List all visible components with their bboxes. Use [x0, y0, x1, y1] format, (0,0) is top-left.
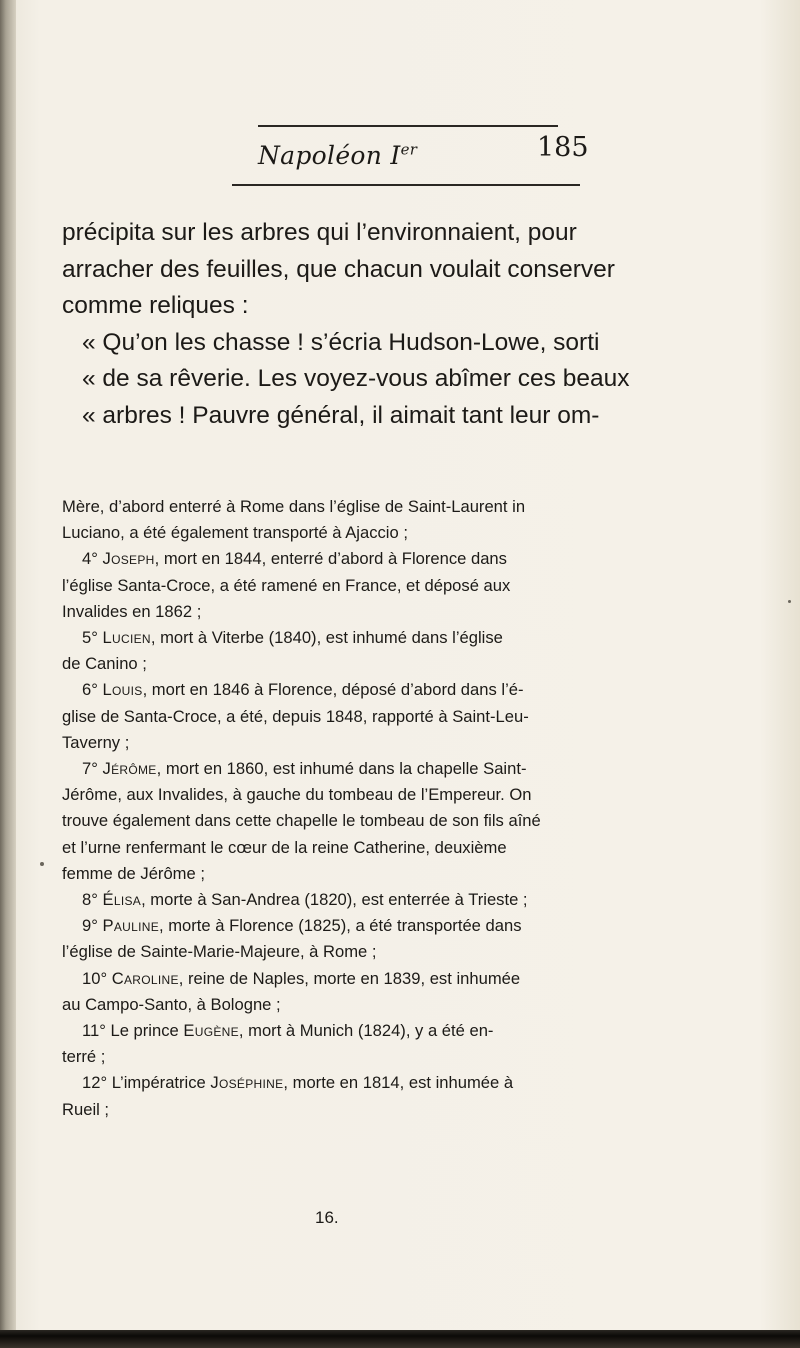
- main-text: [62, 215, 630, 434]
- footnote-line: [62, 1070, 592, 1096]
- footnote-text: , mort à Munich (1824), y a été en-: [238, 1021, 494, 1041]
- footnote-line: [62, 730, 592, 756]
- footnote-text: l’église Santa-Croce, a été ramené en France, et déposé aux: [62, 575, 511, 595]
- footnote-number: 7°: [82, 759, 103, 779]
- footnote-name: Jérôme: [102, 759, 157, 779]
- footnote-text: , mort en 1860, est inhumé dans la chapelle Saint-: [156, 759, 527, 779]
- footnote-line: [62, 625, 592, 651]
- footnote-number: 4°: [82, 549, 103, 569]
- footnote-line: [62, 573, 592, 599]
- footnote-text: trouve également dans cette chapelle le tombeau de son fils aîné: [62, 811, 541, 831]
- footnote-text: , reine de Naples, morte en 1839, est inhumée: [178, 968, 521, 988]
- footnote-name: Eugène: [183, 1021, 239, 1041]
- footnote-text: et l’urne renfermant le cœur de la reine Catherine, deuxième: [62, 837, 507, 857]
- footnote-line: [62, 1018, 592, 1044]
- footnote-line: [62, 756, 592, 782]
- signature-mark: 16.: [315, 1208, 339, 1227]
- footnote-line: [62, 835, 592, 861]
- footnote-text: l’église de Sainte-Marie-Majeure, à Rome ;: [62, 942, 377, 962]
- footnote-line: [62, 861, 592, 887]
- footnote-line: [62, 939, 592, 965]
- footnotes: [62, 494, 592, 1123]
- footnote-text: Mère, d’abord enterré à Rome dans l’église de Saint-Laurent in: [62, 497, 526, 516]
- main-line: « arbres ! Pauvre général, il aimait tant leur om-: [82, 401, 600, 429]
- footnote-text: femme de Jérôme ;: [62, 863, 205, 883]
- main-line: précipita sur les arbres qui l’environnaient, pour: [62, 219, 577, 246]
- footnote-number: 10°: [82, 968, 112, 988]
- footnote-text: , morte à Florence (1825), a été transportée dans: [159, 916, 522, 936]
- footnote-text: Jérôme, aux Invalides, à gauche du tombeau de l’Empereur. On: [62, 785, 532, 805]
- footnote-name: Élisa: [102, 890, 142, 910]
- paper-speck: [40, 862, 44, 866]
- footnote-line: [62, 677, 592, 703]
- main-line: arracher des feuilles, que chacun voulait conserver: [62, 255, 615, 283]
- footnote-number: 9°: [82, 916, 103, 936]
- footnote-text: , morte en 1814, est inhumée à: [283, 1073, 514, 1093]
- footnote-line: [62, 651, 592, 677]
- footnote-name: Lucien: [102, 628, 151, 648]
- footnote-text: , morte à San-Andrea (1820), est enterrée à Trieste ;: [141, 890, 528, 910]
- page-number: 185: [537, 132, 589, 163]
- footnote-line: [62, 520, 592, 546]
- footnote-line: [62, 992, 592, 1018]
- main-line: comme reliques :: [62, 292, 249, 319]
- footnote-line: [62, 782, 592, 808]
- footnote-number: 6°: [82, 680, 103, 700]
- footnote-text: terré ;: [62, 1047, 106, 1067]
- footnote-line: [62, 494, 592, 520]
- footnote-line: [62, 704, 592, 730]
- footnote-line: [62, 1097, 592, 1123]
- footnote-text: , mort à Viterbe (1840), est inhumé dans l’église: [150, 628, 503, 648]
- header-rule-bottom: [232, 184, 580, 186]
- footnote-name: Joseph: [102, 549, 155, 569]
- page-binding-edge: [0, 0, 16, 1348]
- running-head: [258, 141, 417, 171]
- running-head-title: Napoléon I: [258, 141, 401, 170]
- footnote-line: [62, 546, 592, 572]
- footnote-line: [62, 913, 592, 939]
- footnote-number: 11° Le prince: [82, 1021, 184, 1041]
- footnote-text: Taverny ;: [62, 732, 130, 752]
- main-line: « de sa rêverie. Les voyez-vous abîmer ces beaux: [82, 365, 630, 392]
- footnote-name: Caroline: [111, 968, 179, 988]
- running-head-superscript: er: [400, 140, 418, 159]
- footnote-text: glise de Santa-Croce, a été, depuis 1848, rapporté à Saint-Leu-: [62, 706, 529, 726]
- footnote-text: , mort en 1844, enterré d’abord à Florence dans: [154, 549, 507, 569]
- paper-speck: [788, 600, 791, 603]
- footnote-number: 8°: [82, 890, 103, 910]
- footnote-line: [62, 887, 592, 913]
- footnote-name: Pauline: [102, 916, 159, 936]
- page-bottom-edge: [0, 1330, 800, 1348]
- footnote-line: [62, 599, 592, 625]
- footnote-text: Luciano, a été également transporté à Ajaccio ;: [62, 523, 408, 543]
- footnote-line: [62, 1044, 592, 1070]
- footnote-text: Invalides en 1862 ;: [62, 601, 202, 621]
- header-rule-top: [258, 125, 558, 127]
- footnote-line: [62, 808, 592, 834]
- footnote-line: [62, 966, 592, 992]
- main-line: « Qu’on les chasse ! s’écria Hudson-Lowe, sorti: [82, 328, 600, 356]
- footnote-text: au Campo-Santo, à Bologne ;: [62, 994, 281, 1014]
- footnote-text: Rueil ;: [62, 1099, 110, 1119]
- footnote-text: de Canino ;: [62, 654, 147, 674]
- footnote-number: 12° L’impératrice: [82, 1073, 211, 1093]
- footnote-name: Joséphine: [210, 1073, 284, 1093]
- footnote-text: , mort en 1846 à Florence, déposé d’abord dans l’é-: [142, 680, 524, 700]
- footnote-number: 5°: [82, 628, 103, 648]
- footnote-name: Louis: [102, 680, 143, 700]
